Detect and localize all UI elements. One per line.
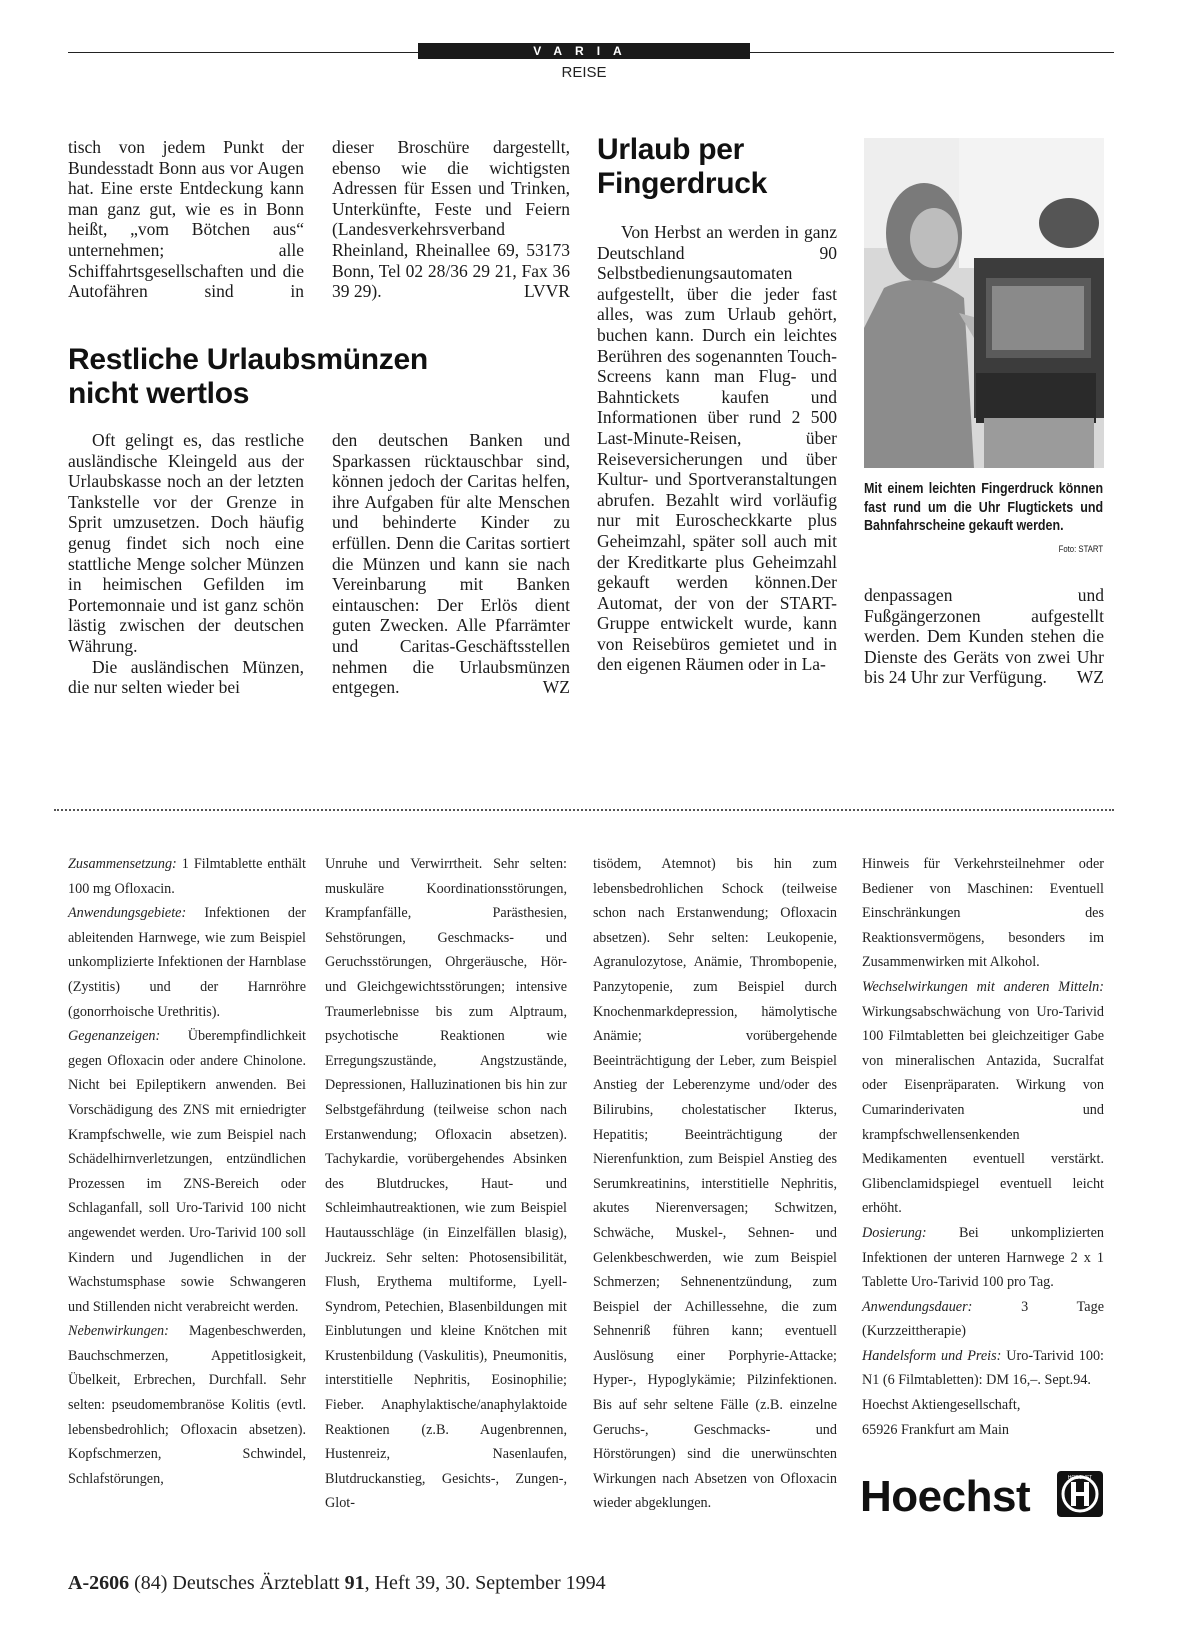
rx-duration: Anwendungsdauer: 3 Tage (Kurzzeittherapie)	[862, 1298, 1104, 1340]
continuation-text-2: dieser Broschüre dargestellt, ebenso wie die wichtigsten Adressen für Essen und Trinken, Unterkünfte, Feste und Feiern (Landesverkehrsverband Rheinland, Rheinallee 69, 53173 Bonn, Tel 02 28/36 29 21, Fax 36 39 29). LVVR	[332, 137, 570, 302]
page-footer	[68, 1572, 606, 1595]
continuation-signature: LVVR	[523, 281, 570, 302]
headline-urlaub-line2: Fingerdruck	[597, 167, 768, 200]
section-divider	[54, 809, 1114, 811]
subsection-label: REISE	[561, 64, 607, 81]
urlaub-col2	[864, 585, 1104, 688]
photo-credit: Foto: START	[1058, 543, 1104, 554]
drug-info-col3	[593, 852, 837, 1516]
photo-caption-text: Mit einem leichten Fingerdruck können fast rund um die Uhr Flugtickets und Bahnfahrscheine gekauft werden.	[864, 481, 1104, 534]
muenzen-paragraph-2: Die ausländischen Münzen, die nur selten wieder bei	[68, 656, 304, 698]
muenzen-signature: WZ	[542, 677, 570, 698]
rx-interactions: Wechselwirkungen mit anderen Mitteln: Wirkungsabschwächung von Uro-Tarivid 100 Filmtabletten bei gleichzeitiger Gabe von mineralischen Antazida, Sucralfat oder Eisenpräparaten. Wirkung von Cumarinderivaten und krampfschwellensenkenden Medikamenten eventuell verstärkt. Glibenclamidspiegel eventuell leicht erhöht.	[862, 978, 1104, 1217]
hoechst-logo-mark-text: HOECHST	[1067, 1475, 1093, 1481]
urlaub-paragraph-1: Von Herbst an werden in ganz Deutschland 90 Selbstbedienungsautomaten aufgestellt, über die jeder fast alles, was zum Urlaub gehört, buchen kann. Durch ein leichtes Berühren des sogenannten Touch-Screens kann man Flug- und Bahntickets kaufen und Informationen über rund 2 500 Last-Minute-Reisen, über Reiseversicherungen und über Kultur- und Sportveranstaltungen abrufen. Bezahlt wird vorläufig nur mit Euroscheckkarte plus Geheimzahl, später soll auch mit der Kreditkarte plus Geheimzahl gekauft werden können.Der Automat, der von der START-Gruppe entwickelt wurde, kann von Reisebüros gemietet und in den eigenen Räumen oder in La-	[597, 222, 837, 675]
hoechst-logo-text: Hoechst	[860, 1472, 1031, 1521]
rx-package-price: Handelsform und Preis: Uro-Tarivid 100: N1 (6 Filmtabletten): DM 16,–. Sept.94.	[862, 1347, 1104, 1389]
rx-traffic-note: Hinweis für Verkehrsteilnehmer oder Bediener von Maschinen: Eventuell Einschränkungen des Reaktionsvermögens, besonders im Zusammenwirken mit Alkohol.	[862, 856, 1104, 971]
headline-urlaub-line1: Urlaub per	[597, 133, 745, 166]
headline-muenzen	[68, 343, 568, 411]
rx-contraindications: Gegenanzeigen: Überempfindlichkeit gegen Ofloxacin oder andere Chinolone. Nicht bei Epileptikern anwenden. Bei Vorschädigung des ZNS mit erniedrigter Krampfschwelle, wie zum Beispiel nach Schädelhirnverletzungen, entzündlichen Prozessen im ZNS-Bereich oder Schlaganfall, soll Uro-Tarivid 100 nicht angewendet werden. Uro-Tarivid 100 soll Kindern und Jugendlichen in der Wachstumsphase sowie Schwangeren und Stillenden nicht verabreicht werden.	[68, 1028, 306, 1315]
muenzen-paragraph-1: Oft gelingt es, das restliche ausländische Kleingeld aus der Urlaubskasse noch an der letzten Tankstelle vor der Grenze in Sprit umzusetzen. Doch häufig genug findet sich noch eine stattliche Menge solcher Münzen in heimischen Gefilden im Portemonnaie und ist ganz schön lästig zwischen der deutschen Währung.	[68, 430, 304, 656]
headline-muenzen-line2: nicht wertlos	[68, 377, 250, 410]
drug-info-col1	[68, 852, 306, 1491]
rx-side-effects-cont: Unruhe und Verwirrtheit. Sehr selten: muskuläre Koordinationsstörungen, Krampfanfälle, Parästhesien, Sehstörungen, Geschmacks- und Geruchsstörungen, Ohrgeräusche, Hör- und Gleichgewichtsstörungen; intensive Traumerlebnisse bis zum Alptraum, psychotische Reaktionen wie Erregungszustände, Angstzustände, Depressionen, Halluzinationen bis hin zur Selbstgefährdung (teilweise schon nach Erstanwendung; Ofloxacin absetzen). Tachykardie, vorübergehendes Absinken des Blutdruckes, Haut- und Schleimhautreaktionen, wie zum Beispiel Hautausschläge (in Einzelfällen blasig), Juckreiz. Sehr selten: Photosensibilität, Flush, Erythema multiforme, Lyell-Syndrom, Petechien, Blasenbildungen mit Einblutungen und kleine Knötchen mit Krustenbildung (Vaskulitis), Pneumonitis, interstitielle Nephritis, Eosinophilie; Fieber. Anaphylaktische/anaphylaktoide Reaktionen (z.B. Augenbrennen, Hustenreiz, Nasenlaufen, Blutdruckanstieg, Gesichts-, Zungen-, Glot-	[325, 856, 567, 1512]
volume-number: 91	[344, 1572, 365, 1594]
continuation-col1	[68, 137, 304, 302]
muenzen-col1	[68, 430, 304, 698]
photo-caption	[864, 480, 1103, 558]
hoechst-logo-icon	[1056, 1470, 1104, 1518]
touch-screen-photo	[864, 138, 1104, 468]
headline-muenzen-line1: Restliche Urlaubsmünzen	[68, 343, 428, 376]
journal-name: (84) Deutsches Ärzteblatt	[129, 1572, 345, 1594]
page-number: A-2606	[68, 1572, 130, 1594]
muenzen-paragraph-3: den deutschen Banken und Sparkassen rücktauschbar sind, können jedoch der Caritas helfen, ihre Aufgaben für alte Menschen und behinderte Kinder zu erfüllen. Denn die Caritas sortiert die Münzen und kann sie nach Vereinbarung mit Banken eintauschen: Der Erlös dient guten Zwecken. Alle Pfarrämter und Caritas-Geschäftsstellen nehmen die Urlaubsmünzen entgegen. WZ	[332, 430, 570, 698]
drug-info-col4	[862, 852, 1104, 1442]
rx-side-effects: Nebenwirkungen: Magenbeschwerden, Bauchschmerzen, Appetitlosigkeit, Übelkeit, Erbrechen, Durchfall. Sehr selten: pseudomembranöse Kolitis (evtl. lebensbedrohlich; Ofloxacin absetzen). Kopfschmerzen, Schwindel, Schlafstörungen,	[68, 1323, 306, 1487]
urlaub-signature: WZ	[1076, 667, 1104, 688]
continuation-col2	[332, 137, 570, 302]
issue-date: , Heft 39, 30. September 1994	[364, 1572, 606, 1594]
rx-company: Hoechst Aktiengesellschaft,	[862, 1397, 1021, 1414]
urlaub-paragraph-2: denpassagen und Fußgängerzonen aufgestellt werden. Dem Kunden stehen die Dienste des Geräts von zwei Uhr bis 24 Uhr zur Verfügung. WZ	[864, 585, 1104, 688]
continuation-text-1: tisch von jedem Punkt der Bundesstadt Bonn aus vor Augen hat. Eine erste Entdeckung kann man ganz gut, wie es in Bonn heißt, „vom Bötchen aus“ unternehmen; alle Schiffahrtsgesellschaften und die Autofähren sind in	[68, 137, 304, 302]
rx-indications: Anwendungsgebiete: Infektionen der ableitenden Harnwege, wie zum Beispiel unkomplizierte Infektionen der Harnblase (Zystitis) und der Harnröhre (gonorrhoische Urethritis).	[68, 905, 306, 1020]
urlaub-col1	[597, 222, 837, 675]
rx-side-effects-cont2: tisödem, Atemnot) bis hin zum lebensbedrohlichen Schock (teilweise schon nach Erstanwendung; Ofloxacin absetzen). Sehr selten: Leukopenie, Agranulozytose, Anämie, Thrombopenie, Panzytopenie, zum Beispiel durch Knochenmarkdepression, hämolytische Anämie; vorübergehende Beeinträchtigung der Leber, zum Beispiel Anstieg der Leberenzyme und/oder des Bilirubins, cholestatischer Ikterus, Hepatitis; Beeinträchtigung der Nierenfunktion, zum Beispiel Anstieg des Serumkreatinins, interstitielle Nephritis, akutes Nierenversagen; Schwitzen, Schwäche, Muskel-, Sehnen- und Gelenkbeschwerden, wie zum Beispiel Schmerzen; Sehnenentzündung, zum Beispiel der Achillessehne, die zum Sehnenriß führen kann; eventuell Auslösung einer Porphyrie-Attacke; Hyper-, Hypoglykämie; Pilzinfektionen. Bis auf sehr seltene Fälle (z.B. einzelne Geruchs-, Geschmacks- und Hörstörungen) sind die unerwünschten Wirkungen nach Absetzen von Ofloxacin wieder abgeklungen.	[593, 856, 837, 1512]
section-label: VARIA	[418, 43, 750, 59]
photo-illustration	[864, 138, 1104, 468]
rx-dosage: Dosierung: Bei unkomplizierten Infektionen der unteren Harnwege 2 x 1 Tablette Uro-Tarivid 100 pro Tag.	[862, 1224, 1104, 1291]
rx-address: 65926 Frankfurt am Main	[862, 1421, 1009, 1438]
rx-composition: Zusammensetzung: 1 Filmtablette enthält 100 mg Ofloxacin.	[68, 856, 306, 897]
muenzen-col2	[332, 430, 570, 698]
drug-info-col2	[325, 852, 567, 1516]
headline-urlaub	[597, 133, 847, 201]
